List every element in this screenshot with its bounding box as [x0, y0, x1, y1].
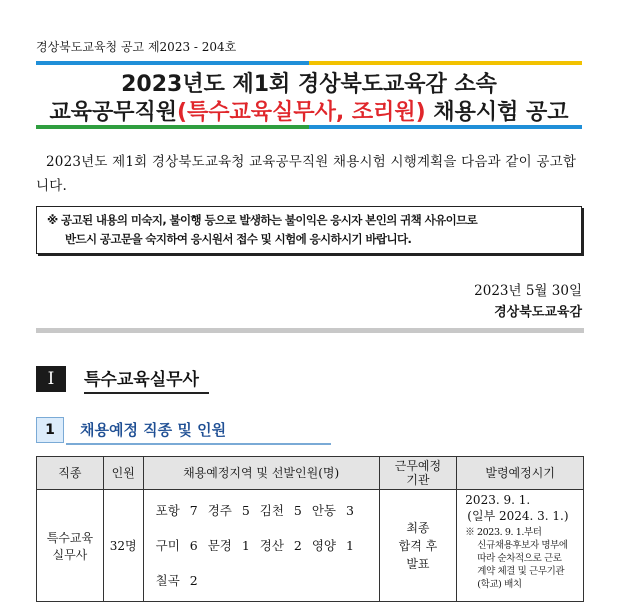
header-inst-line-1: 근무예정 [394, 459, 442, 473]
header-inst-line-2: 기관 [406, 473, 430, 487]
title-top-bar [36, 61, 582, 65]
inst-line-3: 발표 [406, 556, 430, 571]
title-part-a: 교육공무직원 [49, 100, 177, 125]
cell-job [37, 490, 104, 602]
period-note [465, 526, 579, 591]
header-regions: 채용예정지역 및 선발인원(명) [143, 457, 379, 490]
intro-paragraph: 2023년도 제1회 경상북도교육청 교육공무직원 채용시험 시행계획을 다음과 같이 공고합니다. [36, 154, 577, 194]
table-row [37, 490, 584, 602]
header-job: 직종 [37, 457, 104, 490]
period-partial: (일부 2024. 3. 1.) [467, 509, 569, 523]
subsection-underline [66, 443, 331, 445]
cell-institution [379, 490, 457, 602]
recruitment-table [36, 456, 584, 602]
notice-date: 2023년 5월 30일 [474, 283, 582, 299]
regions-line-2: 구미 6 문경 1 경산 2 영양 1 [155, 538, 354, 553]
title-bottom-bar [36, 125, 582, 129]
note-line-5: (학교) 배치 [477, 579, 522, 590]
date-block [474, 280, 582, 324]
warning-line-2: 반드시 공고문을 숙지하여 응시원서 접수 및 시험에 응시하시기 바랍니다. [65, 232, 412, 246]
note-line-3: 따라 순차적으로 근로 [477, 553, 562, 564]
title-line-2 [36, 95, 582, 126]
section-number: Ⅰ [36, 366, 66, 392]
warning-line-1: ※ 공고된 내용의 미숙지, 불이행 등으로 발생하는 불이익은 응시자 본인의 귀책 사유이므로 [47, 213, 478, 227]
period-main: 2023. 9. 1. [465, 493, 531, 507]
table-header-row [37, 457, 584, 490]
title-line-1: 2023년도 제1회 경상북도교육감 소속 [121, 72, 497, 97]
warning-box [36, 206, 582, 254]
subsection-number: 1 [36, 417, 64, 443]
inst-line-1: 최종 [406, 520, 430, 535]
header-count: 인원 [103, 457, 143, 490]
cell-period [457, 490, 584, 602]
subsection-title: 채용예정 직종 및 인원 [80, 421, 227, 439]
header-institution [379, 457, 457, 490]
subsection-heading [36, 417, 296, 443]
section-divider [36, 328, 584, 333]
job-line-2: 실무사 [52, 547, 88, 562]
note-line-2: 신규채용후보자 명부에 [477, 540, 568, 551]
title-box [36, 61, 582, 129]
header-period: 발령예정시기 [457, 457, 584, 490]
title-highlight: (특수교육실무사, 조리원) [177, 100, 426, 125]
notice-number: 경상북도교육청 공고 제2023 - 204호 [36, 40, 237, 54]
job-line-1: 특수교육 [46, 530, 94, 545]
section-title: 특수교육실무사 [84, 365, 209, 394]
note-line-4: 계약 체결 및 근무기관 [477, 566, 565, 577]
regions-line-3: 칠곡 2 [155, 573, 198, 588]
cell-regions [143, 490, 379, 602]
regions-line-1: 포항 7 경주 5 김천 5 안동 3 [155, 503, 354, 518]
inst-line-2: 합격 후 [398, 538, 438, 553]
cell-count: 32명 [103, 490, 143, 602]
issuer-name: 경상북도교육감 [494, 305, 582, 320]
note-line-1: ※ 2023. 9. 1.부터 [465, 527, 542, 538]
section-heading [36, 366, 209, 392]
title-part-c: 채용시험 공고 [425, 100, 569, 125]
